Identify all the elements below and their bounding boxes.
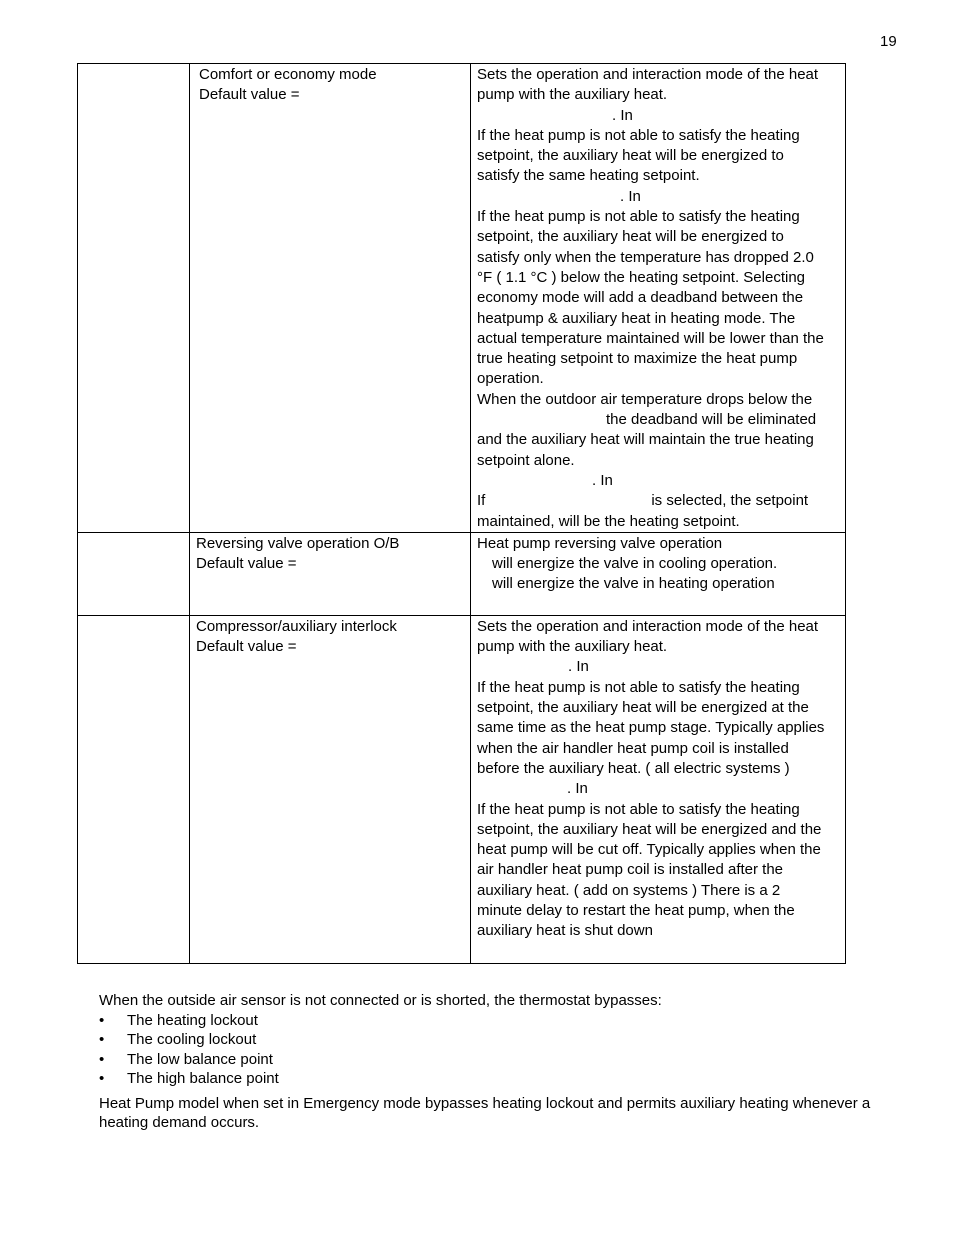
description-line: operation. [477, 370, 544, 388]
description-line: will energize the valve in heating operation [492, 575, 775, 593]
parameter-table [77, 63, 846, 964]
description-line: and the auxiliary heat will maintain the true heating [477, 431, 814, 449]
table-row [78, 615, 846, 963]
description-line: Sets the operation and interaction mode of the heat [477, 66, 819, 83]
parameter-name: Reversing valve operation O/B [196, 534, 400, 552]
table-row [78, 64, 846, 533]
parameter-name-cell [190, 615, 471, 963]
description-line: auxiliary heat is shut down [477, 922, 653, 940]
description-line: air handler heat pump coil is installed after the [477, 861, 784, 879]
description-line: setpoint, the auxiliary heat will be energized and the [477, 820, 822, 838]
description-line: °F ( 1.1 °C ) below the heating setpoint. Selecting [477, 268, 806, 286]
list-item: • The cooling lockout [99, 1030, 899, 1050]
parameter-name-cell [190, 64, 471, 533]
description-line: true heating setpoint to maximize the heat pump [477, 350, 798, 368]
description-fragment: is selected, the setpoint [651, 492, 809, 510]
description-line: If the heat pump is not able to satisfy the heating [477, 126, 800, 144]
sensor-notes [99, 991, 899, 1133]
description-line: pump with the auxiliary heat. [477, 638, 668, 656]
description-line: pump with the auxiliary heat. [477, 86, 668, 104]
emergency-mode-note: Heat Pump model when set in Emergency mode bypasses heating lockout and permits auxiliary heating whenever a heating demand occurs. [99, 1094, 871, 1131]
description-line: Heat pump reversing valve operation [477, 534, 723, 552]
description-line [477, 491, 841, 511]
description-line: . In [567, 780, 588, 798]
description-line: When the outdoor air temperature drops below the [477, 390, 813, 408]
description-line: minute delay to restart the heat pump, when the [477, 901, 795, 919]
description-line: . In [568, 658, 589, 676]
parameter-name: Comfort or economy mode [199, 66, 377, 83]
description-line: setpoint alone. [477, 451, 575, 469]
list-item: • The low balance point [99, 1050, 899, 1070]
description-line: . In [612, 106, 633, 124]
bypass-list [99, 1011, 899, 1089]
description-line: setpoint, the auxiliary heat will be energized to [477, 228, 784, 246]
parameter-code-cell [78, 532, 190, 615]
list-item: • The high balance point [99, 1069, 899, 1089]
description-line: economy mode will add a deadband between the [477, 289, 804, 307]
default-value-label: Default value = [199, 86, 300, 104]
description-line: heatpump & auxiliary heat in heating mode. The [477, 309, 796, 327]
description-line: . In [620, 187, 641, 205]
parameter-description-cell [471, 64, 846, 533]
list-item: • The heating lockout [99, 1011, 899, 1031]
description-line: auxiliary heat. ( add on systems ) There is a 2 [477, 881, 781, 899]
default-value-label: Default value = [196, 555, 297, 573]
parameter-description-cell [471, 532, 846, 615]
description-line: If the heat pump is not able to satisfy the heating [477, 678, 800, 696]
page-number: 19 [880, 33, 897, 50]
description-line: will energize the valve in cooling operation. [492, 555, 778, 573]
description-line: setpoint, the auxiliary heat will be energized at the [477, 699, 809, 717]
description-line: same time as the heat pump stage. Typically applies [477, 719, 825, 737]
default-value-label: Default value = [196, 638, 297, 656]
description-line: Sets the operation and interaction mode of the heat [477, 617, 819, 635]
parameter-code-cell [78, 64, 190, 533]
parameter-name-cell [190, 532, 471, 615]
description-line: the deadband will be eliminated [606, 411, 817, 429]
description-line: actual temperature maintained will be lower than the [477, 329, 824, 347]
description-line: . In [592, 471, 613, 489]
sensor-note-intro: When the outside air sensor is not connected or is shorted, the thermostat bypasses: [99, 992, 662, 1009]
description-line: setpoint, the auxiliary heat will be energized to [477, 147, 784, 165]
description-line: when the air handler heat pump coil is installed [477, 739, 789, 757]
description-line: satisfy only when the temperature has dropped 2.0 [477, 248, 814, 266]
description-line: satisfy the same heating setpoint. [477, 167, 700, 185]
description-fragment: If [477, 492, 486, 510]
parameter-description-cell [471, 615, 846, 963]
description-line: maintained, will be the heating setpoint. [477, 512, 740, 530]
description-line: If the heat pump is not able to satisfy the heating [477, 800, 800, 818]
description-line: before the auxiliary heat. ( all electric systems ) [477, 759, 790, 777]
parameter-code-cell [78, 615, 190, 963]
description-line: If the heat pump is not able to satisfy the heating [477, 208, 800, 226]
description-line: heat pump will be cut off. Typically applies when the [477, 841, 821, 859]
table-row [78, 532, 846, 615]
parameter-name: Compressor/auxiliary interlock [196, 617, 397, 635]
